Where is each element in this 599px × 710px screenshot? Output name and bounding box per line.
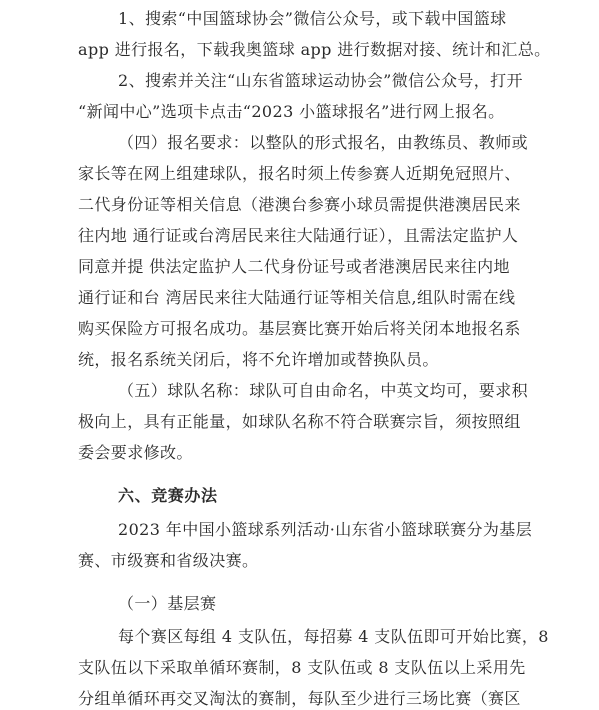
paragraph-line: 2023 年中国小篮球系列活动·山东省小篮球联赛分为基层 (118, 520, 533, 539)
paragraph-line: 二代身份证等相关信息（港澳台参赛小球员需提供港澳居民来 (78, 195, 521, 214)
paragraph-line: 统，报名系统关闭后，将不允许增加或替换队员。 (78, 350, 439, 369)
paragraph-line: 分组单循环再交叉淘汰的赛制，每队至少进行三场比赛（赛区 (78, 689, 521, 708)
paragraph-line: app 进行报名，下载我奥篮球 app 进行数据对接、统计和汇总。 (78, 40, 551, 59)
paragraph-line: 家长等在网上组建球队，报名时须上传参赛人近期免冠照片、 (78, 164, 521, 183)
paragraph-line: 2、搜索并关注“山东省篮球运动协会”微信公众号，打开 (118, 71, 523, 90)
paragraph-line: 通行证和台 湾居民来往大陆通行证等相关信息,组队时需在线 (78, 288, 516, 307)
paragraph-line: 购买保险方可报名成功。基层赛比赛开始后将关闭本地报名系 (78, 319, 521, 338)
paragraph-line: 1、搜索“中国篮球协会”微信公众号，或下载中国篮球 (118, 9, 507, 28)
paragraph-line: “新闻中心”选项卡点击“2023 小篮球报名”进行网上报名。 (78, 102, 505, 121)
paragraph-line: 极向上，具有正能量，如球队名称不符合联赛宗旨，须按照组 (78, 412, 521, 431)
paragraph-line: 同意并提 供法定监护人二代身份证号或者港澳居民来往内地 (78, 257, 510, 276)
paragraph-line: 每个赛区每组 4 支队伍，每招募 4 支队伍即可开始比赛，8 (118, 627, 549, 646)
paragraph-line: 往内地 通行证或台湾居民来往大陆通行证），且需法定监护人 (78, 226, 519, 245)
paragraph-line: （四）报名要求：以整队的形式报名，由教练员、教师或 (118, 133, 529, 152)
subsection-heading: （一）基层赛 (118, 594, 217, 613)
section-heading: 六、竞赛办法 (118, 486, 218, 505)
paragraph-line: 委会要求修改。 (78, 443, 193, 462)
paragraph-line: 赛、市级赛和省级决赛。 (78, 551, 259, 570)
paragraph-line: （五）球队名称：球队可自由命名，中英文均可，要求积 (118, 381, 529, 400)
paragraph-line: 支队伍以下采取单循环赛制，8 支队伍或 8 支队伍以上采用先 (78, 658, 526, 677)
